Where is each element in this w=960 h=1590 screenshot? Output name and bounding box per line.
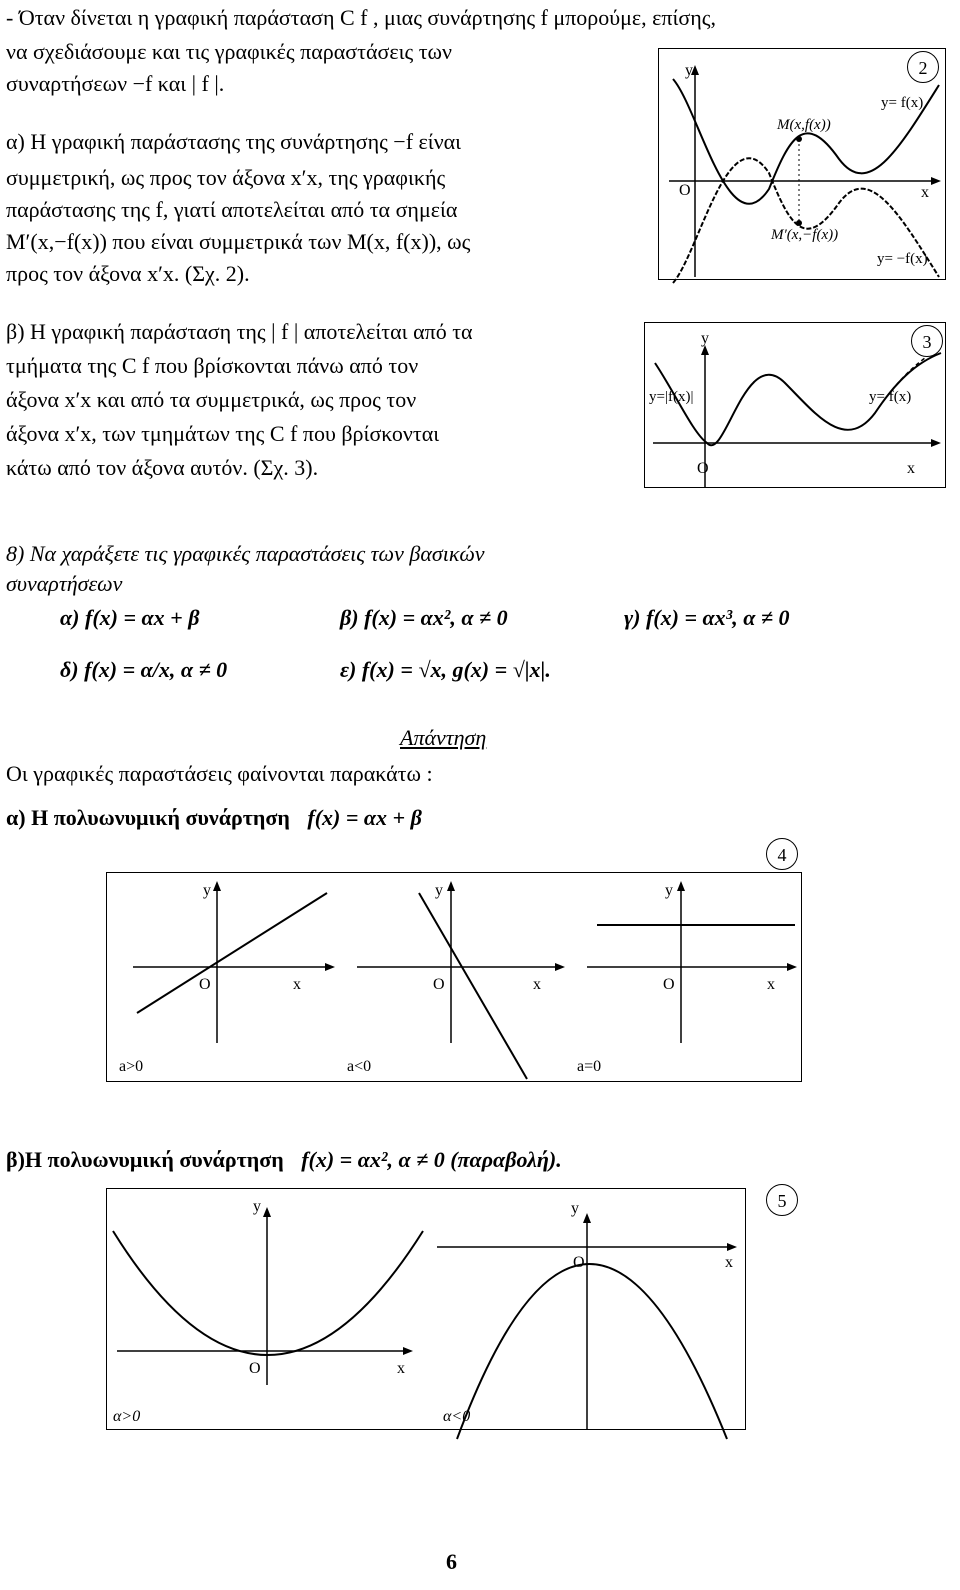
fig5-label-alpha-negative: α<0 bbox=[443, 1408, 471, 1425]
fig4-p1-o: O bbox=[199, 976, 211, 993]
part-a-line-4: M′(x,−f(x)) που είναι συμμετρικά των M(x, f(x)), ως bbox=[6, 229, 471, 254]
figure-3 bbox=[644, 322, 946, 488]
fig2-point-m bbox=[796, 136, 802, 142]
part-b-line-1: β) Η γραφική παράσταση της | f | αποτελείται από τα bbox=[6, 319, 473, 344]
figure-5-graph bbox=[107, 1189, 747, 1431]
fig4-p3-x-arrow bbox=[787, 963, 797, 971]
section-a-title-text: α) Η πολυωνυμική συνάρτηση bbox=[6, 805, 290, 830]
fig5-p2-o: O bbox=[573, 1254, 585, 1271]
fig2-label-x: x bbox=[921, 184, 929, 201]
ex8-item-c: γ) f(x) = αx³, α ≠ 0 bbox=[624, 605, 790, 630]
fig2-label-m: M(x,f(x)) bbox=[777, 117, 831, 133]
figure-4-number: 4 bbox=[766, 838, 798, 870]
figure-2 bbox=[658, 48, 946, 280]
fig2-label-ymf: y= −f(x) bbox=[877, 251, 928, 267]
part-a-line-2: συμμετρική, ως προς τον άξονα x′x, της γραφικής bbox=[6, 165, 446, 190]
fig5-p1-y: y bbox=[253, 1198, 261, 1215]
fig3-label-yf: y= f(x) bbox=[869, 389, 912, 405]
fig3-label-yabs: y=|f(x)| bbox=[649, 389, 694, 405]
fig2-x-arrow bbox=[931, 177, 941, 185]
fig5-p2-x: x bbox=[725, 1254, 733, 1271]
fig4-p2-x: x bbox=[533, 976, 541, 993]
part-a-line-1: α) Η γραφική παράστασης της συνάρτησης −f είναι bbox=[6, 129, 462, 154]
fig5-p1-x-arrow bbox=[403, 1347, 413, 1355]
figure-5 bbox=[106, 1188, 746, 1430]
intro-line-2-text: να σχεδιάσουμε και τις γραφικές παραστάσεις των bbox=[6, 39, 452, 64]
fig4-p1-y-arrow bbox=[213, 881, 221, 891]
section-b-title-text: β)Η πολυωνυμική συνάρτηση bbox=[6, 1147, 284, 1172]
ex8-item-a: α) f(x) = αx + β bbox=[60, 605, 200, 630]
section-a-title bbox=[6, 804, 422, 832]
fig3-label-y: y bbox=[701, 330, 709, 347]
fig4-p1-line bbox=[137, 893, 327, 1013]
figure-3-number: 3 bbox=[911, 325, 943, 357]
intro-line-3-text: συναρτήσεων −f και | f |. bbox=[6, 71, 225, 96]
ex8-item-d: δ) f(x) = α/x, α ≠ 0 bbox=[60, 657, 228, 682]
fig4-p2-y-arrow bbox=[447, 881, 455, 891]
fig4-label-a-zero: a=0 bbox=[577, 1058, 602, 1075]
fig2-label-y: y bbox=[685, 62, 693, 79]
figure-3-graph bbox=[645, 323, 947, 489]
fig4-p1-x-arrow bbox=[325, 963, 335, 971]
fig2-label-o: O bbox=[679, 182, 691, 199]
ex8-title-1: 8) Να χαράξετε τις γραφικές παραστάσεις των βασικών bbox=[6, 541, 485, 566]
fig4-p2-o: O bbox=[433, 976, 445, 993]
figure-4 bbox=[106, 872, 802, 1082]
part-a-line-5: προς τον άξονα x′x. (Σχ. 2). bbox=[6, 261, 250, 286]
fig4-p3-y: y bbox=[665, 882, 673, 899]
fig5-p2-x-arrow bbox=[727, 1243, 737, 1251]
figure-4-graph bbox=[107, 873, 803, 1083]
fig5-p1-parabola bbox=[113, 1231, 423, 1355]
section-b-formula: f(x) = αx², α ≠ 0 (παραβολή). bbox=[301, 1147, 562, 1172]
fig4-p2-y: y bbox=[435, 882, 443, 899]
part-b-line-5: κάτω από τον άξονα αυτόν. (Σχ. 3). bbox=[6, 455, 319, 480]
fig2-label-m-prime: M′(x,−f(x)) bbox=[771, 227, 839, 243]
answer-title: Απάντηση bbox=[400, 725, 487, 750]
part-b-line-4: άξονα x′x, των τμημάτων της C f που βρίσκονται bbox=[6, 421, 440, 446]
section-b-title bbox=[6, 1146, 562, 1174]
answer-intro: Οι γραφικές παραστάσεις φαίνονται παρακάτω : bbox=[6, 761, 433, 786]
figure-2-number: 2 bbox=[907, 51, 939, 83]
ex8-item-e: ε) f(x) = √x, g(x) = √|x|. bbox=[340, 657, 551, 682]
intro-line-1-text: - Όταν δίνεται η γραφική παράσταση C f , μιας συνάρτησης f μπορούμε, επίσης, bbox=[6, 5, 717, 30]
figure-2-graph bbox=[659, 49, 947, 281]
fig2-label-yf: y= f(x) bbox=[881, 95, 924, 111]
fig4-p2-x-arrow bbox=[555, 963, 565, 971]
fig2-point-m-prime bbox=[796, 220, 802, 226]
fig5-p1-y-arrow bbox=[263, 1207, 271, 1217]
fig4-label-a-positive: a>0 bbox=[119, 1058, 144, 1075]
fig3-label-x: x bbox=[907, 460, 915, 477]
fig5-p1-x: x bbox=[397, 1360, 405, 1377]
intro-line-2 bbox=[6, 38, 636, 66]
fig3-label-o: O bbox=[697, 460, 709, 477]
part-b-line-3: άξονα x′x και από τα συμμετρικά, ως προς τον bbox=[6, 387, 417, 412]
fig4-p1-y: y bbox=[203, 882, 211, 899]
ex8-item-b: β) f(x) = αx², α ≠ 0 bbox=[340, 605, 508, 630]
fig5-p2-parabola bbox=[457, 1264, 727, 1439]
fig5-p2-y-arrow bbox=[583, 1213, 591, 1223]
fig3-x-arrow bbox=[931, 439, 941, 447]
page-number: 6 bbox=[446, 1549, 457, 1574]
fig4-p3-o: O bbox=[663, 976, 675, 993]
fig4-label-a-negative: a<0 bbox=[347, 1058, 372, 1075]
fig4-p1-x: x bbox=[293, 976, 301, 993]
figure-5-number: 5 bbox=[766, 1184, 798, 1216]
part-a-line-3: παράστασης της f, γιατί αποτελείται από τα σημεία bbox=[6, 197, 458, 222]
intro-line-1 bbox=[6, 4, 896, 32]
fig5-p1-o: O bbox=[249, 1360, 261, 1377]
fig4-p3-y-arrow bbox=[677, 881, 685, 891]
section-a-formula: f(x) = αx + β bbox=[307, 805, 422, 830]
part-b-line-2: τμήματα της C f που βρίσκονται πάνω από τον bbox=[6, 353, 419, 378]
fig4-p3-x: x bbox=[767, 976, 775, 993]
fig5-p2-y: y bbox=[571, 1200, 579, 1217]
intro-line-3 bbox=[6, 70, 224, 98]
ex8-title-2: συναρτήσεων bbox=[6, 571, 123, 596]
fig5-label-alpha-positive: α>0 bbox=[113, 1408, 141, 1425]
